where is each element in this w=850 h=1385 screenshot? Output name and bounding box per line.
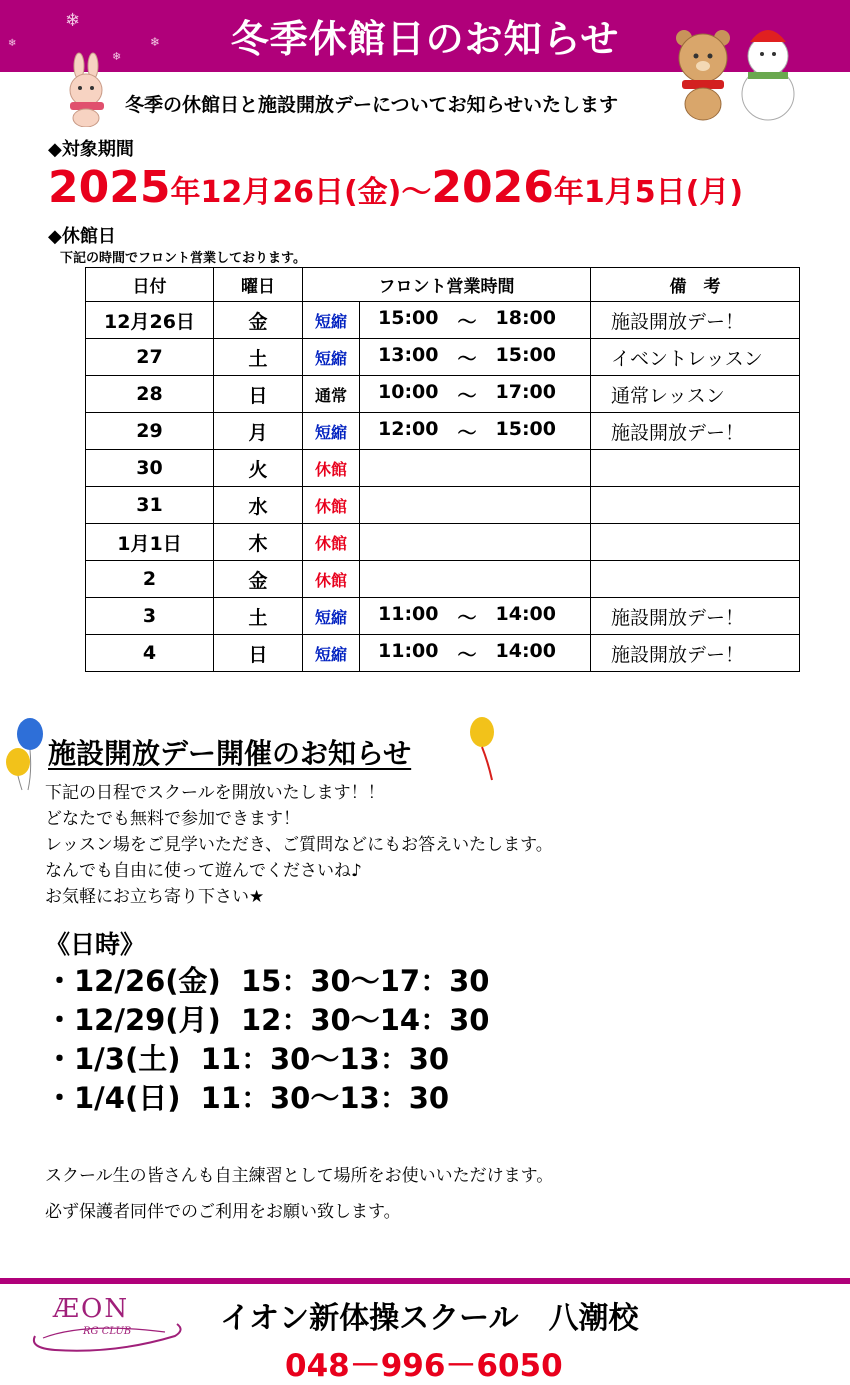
school-name: イオン新体操スクール 八潮校	[220, 1301, 639, 1336]
table-header-row	[86, 268, 800, 302]
table-row	[86, 450, 800, 487]
row-day: 日	[214, 376, 303, 413]
balloon-icon	[2, 712, 50, 792]
open-day-dates	[45, 962, 489, 1118]
end-date: 年1月5日(月)	[553, 175, 744, 210]
row-remark	[591, 450, 800, 487]
table-row	[86, 302, 800, 339]
body-line: お気軽にお立ち寄り下さい★	[45, 887, 265, 907]
note-line: 必ず保護者同伴でのご利用をお願い致します。	[45, 1202, 401, 1222]
row-remark	[591, 524, 800, 561]
row-day: 水	[214, 487, 303, 524]
row-start: 15:00	[378, 306, 439, 329]
snowflake-icon: ❄	[8, 38, 17, 49]
front-hours-note: 下記の時間でフロント営業しております。	[60, 251, 306, 266]
row-type: 短縮	[303, 413, 360, 450]
row-day: 土	[214, 339, 303, 376]
row-date: 4	[86, 635, 214, 672]
end-year: 2026	[431, 162, 554, 213]
usage-notes	[45, 1158, 553, 1230]
row-day: 金	[214, 561, 303, 598]
row-date: 31	[86, 487, 214, 524]
row-date: 1月1日	[86, 524, 214, 561]
row-date: 27	[86, 339, 214, 376]
note-line: スクール生の皆さんも自主練習として場所をお使いいただけます。	[45, 1166, 554, 1186]
row-hours	[360, 487, 591, 524]
row-hours	[360, 561, 591, 598]
row-end: 14:00	[495, 639, 556, 662]
balloon-icon	[462, 712, 502, 782]
row-type: 休館	[303, 524, 360, 561]
row-date: 3	[86, 598, 214, 635]
row-hours	[360, 598, 591, 635]
phone-number: 048－996－6050	[285, 1348, 563, 1384]
row-date: 28	[86, 376, 214, 413]
table-row	[86, 598, 800, 635]
row-remark: 施設開放デー！	[591, 413, 800, 450]
row-sep: ～	[457, 384, 477, 407]
table-row	[86, 561, 800, 598]
snowflake-icon: ❄	[112, 50, 122, 63]
body-line: なんでも自由に使って遊んでくださいね♪	[45, 861, 362, 881]
row-type: 短縮	[303, 339, 360, 376]
row-remark: 通常レッスン	[591, 376, 800, 413]
row-type: 短縮	[303, 302, 360, 339]
row-end: 15:00	[495, 343, 556, 366]
row-date: 30	[86, 450, 214, 487]
row-date: 12月26日	[86, 302, 214, 339]
logo-sub-text: RG CLUB	[83, 1326, 132, 1337]
row-start: 11:00	[378, 602, 439, 625]
row-hours	[360, 635, 591, 672]
row-start: 12:00	[378, 417, 439, 440]
open-day-body	[45, 780, 553, 910]
table-row	[86, 524, 800, 561]
col-day: 曜日	[214, 268, 303, 302]
col-date: 日付	[86, 268, 214, 302]
body-line: レッスン場をご見学いただき、ご質問などにもお答えいたします。	[45, 835, 553, 855]
row-start: 11:00	[378, 639, 439, 662]
row-end: 18:00	[495, 306, 556, 329]
period-range	[48, 162, 743, 213]
row-remark: 施設開放デー！	[591, 302, 800, 339]
date-item: ・12/29(月) 12：30～14：30	[45, 1003, 490, 1037]
col-hours: フロント営業時間	[303, 268, 591, 302]
row-remark: イベントレッスン	[591, 339, 800, 376]
datetime-heading: 《日時》	[45, 930, 146, 959]
row-remark: 施設開放デー！	[591, 598, 800, 635]
footer-divider	[0, 1278, 850, 1284]
snowflake-icon: ❄	[65, 10, 81, 31]
row-day: 土	[214, 598, 303, 635]
row-day: 金	[214, 302, 303, 339]
row-type: 休館	[303, 450, 360, 487]
table-row	[86, 339, 800, 376]
table-row	[86, 376, 800, 413]
start-date: 年12月26日(金)～	[170, 175, 432, 210]
table-row	[86, 635, 800, 672]
row-sep: ～	[457, 421, 477, 444]
row-end: 14:00	[495, 602, 556, 625]
body-line: 下記の日程でスクールを開放いたします！！	[45, 783, 385, 803]
closure-table	[85, 267, 800, 672]
page-title: 冬季休館日のお知らせ	[230, 17, 620, 61]
bear-snowman-icon	[668, 14, 798, 126]
row-hours	[360, 413, 591, 450]
row-day: 木	[214, 524, 303, 561]
period-heading: ◆対象期間	[48, 139, 134, 160]
row-hours	[360, 302, 591, 339]
row-type: 通常	[303, 376, 360, 413]
table-body	[86, 302, 800, 672]
table-row	[86, 413, 800, 450]
date-item: ・1/3(土) 11：30～13：30	[45, 1042, 450, 1076]
row-type: 休館	[303, 487, 360, 524]
row-sep: ～	[457, 310, 477, 333]
rabbit-icon	[55, 52, 120, 127]
aeon-rg-club-logo	[25, 1292, 190, 1362]
row-type: 短縮	[303, 635, 360, 672]
row-remark: 施設開放デー！	[591, 635, 800, 672]
row-day: 日	[214, 635, 303, 672]
row-hours	[360, 339, 591, 376]
row-type: 短縮	[303, 598, 360, 635]
row-end: 15:00	[495, 417, 556, 440]
row-day: 火	[214, 450, 303, 487]
row-hours	[360, 450, 591, 487]
row-day: 月	[214, 413, 303, 450]
intro-text: 冬季の休館日と施設開放デーについてお知らせいたします	[125, 94, 619, 116]
row-hours	[360, 376, 591, 413]
row-sep: ～	[457, 606, 477, 629]
row-remark	[591, 487, 800, 524]
open-day-title: 施設開放デー開催のお知らせ	[48, 737, 412, 770]
start-year: 2025	[48, 162, 171, 213]
row-start: 13:00	[378, 343, 439, 366]
col-remark: 備 考	[591, 268, 800, 302]
row-remark	[591, 561, 800, 598]
closed-heading: ◆休館日	[48, 226, 116, 247]
date-item: ・1/4(日) 11：30～13：30	[45, 1081, 450, 1115]
row-hours	[360, 524, 591, 561]
row-date: 2	[86, 561, 214, 598]
date-item: ・12/26(金) 15：30～17：30	[45, 964, 490, 998]
row-end: 17:00	[495, 380, 556, 403]
logo-main-text: ÆON	[53, 1294, 130, 1324]
row-sep: ～	[457, 643, 477, 666]
table-row	[86, 487, 800, 524]
row-type: 休館	[303, 561, 360, 598]
row-date: 29	[86, 413, 214, 450]
row-sep: ～	[457, 347, 477, 370]
body-line: どなたでも無料で参加できます！	[45, 809, 300, 829]
row-start: 10:00	[378, 380, 439, 403]
snowflake-icon: ❄	[150, 35, 161, 49]
